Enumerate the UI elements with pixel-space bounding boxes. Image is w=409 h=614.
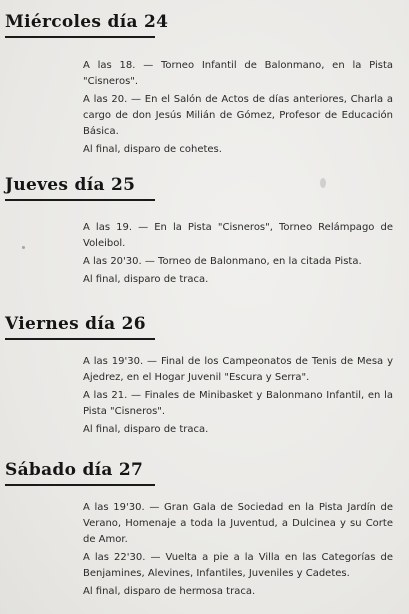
day-heading-viernes: Viernes día 26	[5, 314, 146, 334]
heading-underline	[5, 338, 155, 340]
day-entries-viernes	[83, 354, 393, 440]
event-item: Al final, disparo de cohetes.	[83, 144, 222, 155]
event-item: Al final, disparo de traca.	[83, 274, 209, 285]
event-item: A las 18. — Torneo Infantil de Balonmano, en la Pista "Cisneros".	[83, 60, 393, 87]
paper-speck	[320, 178, 326, 188]
heading-underline	[5, 484, 155, 486]
day-heading-sabado: Sábado día 27	[5, 460, 144, 480]
day-entries-jueves	[83, 220, 393, 290]
event-item: A las 22'30. — Vuelta a pie a la Villa en las Categorías de Benjamines, Alevines, Infantiles, Juveniles y Cadetes.	[83, 552, 393, 579]
event-item: A las 21. — Finales de Minibasket y Balonmano Infantil, en la Pista "Cisneros".	[83, 390, 393, 417]
day-entries-sabado	[83, 500, 393, 602]
day-heading-jueves: Jueves día 25	[5, 175, 136, 195]
event-item: A las 19'30. — Final de los Campeonatos de Tenis de Mesa y Ajedrez, en el Hogar Juvenil "Escura y Serra".	[83, 356, 393, 383]
event-item: A las 19'30. — Gran Gala de Sociedad en la Pista Jardín de Verano, Homenaje a toda la Juventud, a Dulcinea y su Corte de Amor.	[83, 502, 393, 545]
event-item: Al final, disparo de hermosa traca.	[83, 586, 256, 597]
event-item: A las 20'30. — Torneo de Balonmano, en la citada Pista.	[83, 256, 362, 267]
event-item: A las 20. — En el Salón de Actos de días anteriores, Charla a cargo de don Jesús Milián de Gómez, Profesor de Educación Básica.	[83, 94, 393, 137]
event-item: Al final, disparo de traca.	[83, 424, 209, 435]
event-item: A las 19. — En la Pista "Cisneros", Torneo Relámpago de Voleibol.	[83, 222, 393, 249]
day-heading-miercoles: Miércoles día 24	[5, 12, 169, 32]
heading-underline	[5, 199, 155, 201]
heading-underline	[5, 36, 155, 38]
paper-speck	[22, 246, 25, 249]
day-entries-miercoles	[83, 58, 393, 160]
